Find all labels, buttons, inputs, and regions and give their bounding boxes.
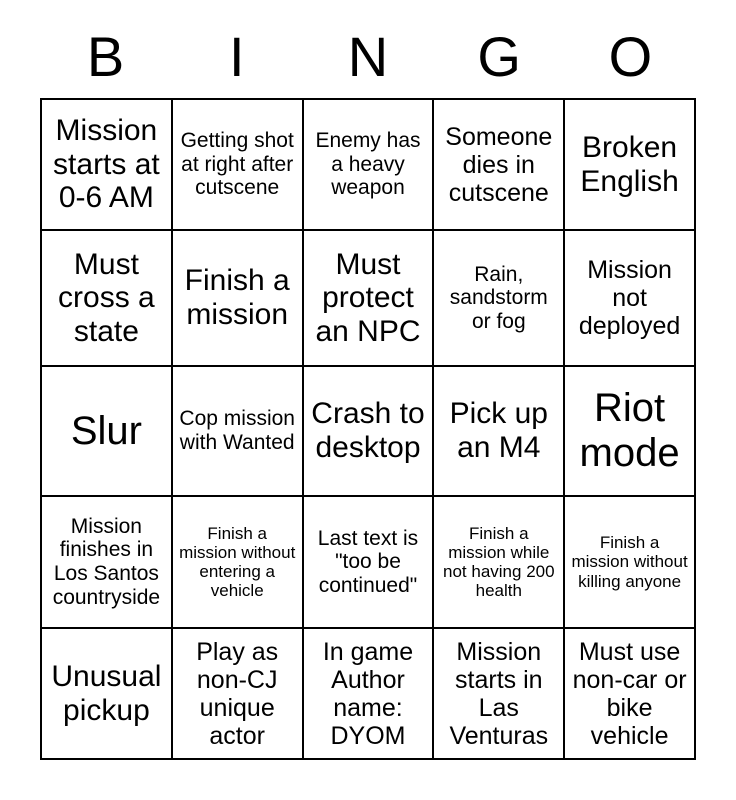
bingo-cell[interactable] <box>173 367 304 497</box>
bingo-cell-text: Someone dies in cutscene <box>445 122 553 207</box>
bingo-cell[interactable] <box>173 629 304 760</box>
bingo-row <box>42 629 696 760</box>
bingo-cell-text: Riot mode <box>579 386 680 475</box>
bingo-header-letter-i: I <box>229 25 245 88</box>
bingo-cell-text: Must use non-car or bike vehicle <box>572 637 687 750</box>
bingo-cell-text: Must cross a state <box>58 247 155 348</box>
bingo-row <box>42 497 696 629</box>
bingo-cell-text: Unusual pickup <box>51 659 162 727</box>
bingo-cell[interactable] <box>42 100 173 231</box>
bingo-cell-text: Mission finishes in Los Santos countryside <box>52 514 161 609</box>
bingo-cell-text: Mission starts in Las Venturas <box>449 637 549 750</box>
bingo-cell-text: Crash to desktop <box>311 397 425 464</box>
bingo-header <box>40 26 696 88</box>
bingo-cell[interactable] <box>304 497 435 629</box>
bingo-header-letter-g: G <box>477 25 521 88</box>
bingo-cell[interactable] <box>173 497 304 629</box>
bingo-grid <box>40 98 696 760</box>
bingo-cell[interactable] <box>434 367 565 497</box>
bingo-cell[interactable] <box>565 100 696 231</box>
bingo-cell-text: Finish a mission <box>184 264 290 331</box>
bingo-row <box>42 367 696 497</box>
bingo-cell-text: Broken English <box>580 130 679 198</box>
bingo-header-letter-b: B <box>86 25 125 88</box>
bingo-cell[interactable] <box>42 231 173 367</box>
bingo-header-letter-o: O <box>608 25 653 88</box>
bingo-cell[interactable] <box>173 100 304 231</box>
bingo-cell-text: Slur <box>70 408 142 453</box>
bingo-cell[interactable] <box>565 497 696 629</box>
bingo-cell-text: Must protect an NPC <box>315 247 421 348</box>
bingo-cell-text: Cop mission with Wanted <box>179 407 295 454</box>
bingo-cell-text: Finish a mission without entering a vehicle <box>179 523 296 601</box>
bingo-cell-text: Getting shot at right after cutscene <box>180 129 294 200</box>
bingo-cell-text: Enemy has a heavy weapon <box>315 129 421 200</box>
bingo-cell[interactable] <box>565 629 696 760</box>
bingo-cell[interactable] <box>304 100 435 231</box>
bingo-cell-text: Pick up an M4 <box>449 397 548 464</box>
bingo-header-letter-n: N <box>347 25 389 88</box>
bingo-cell[interactable] <box>304 367 435 497</box>
bingo-cell[interactable] <box>173 231 304 367</box>
bingo-cell[interactable] <box>434 231 565 367</box>
bingo-row <box>42 100 696 231</box>
bingo-cell[interactable] <box>304 231 435 367</box>
bingo-cell[interactable] <box>42 367 173 497</box>
bingo-cell-text: In game Author name: DYOM <box>322 637 414 750</box>
bingo-cell[interactable] <box>304 629 435 760</box>
bingo-cell[interactable] <box>434 497 565 629</box>
bingo-cell-text: Finish a mission while not having 200 health <box>443 523 555 601</box>
bingo-cell-text: Finish a mission without killing anyone <box>571 533 688 591</box>
bingo-row <box>42 231 696 367</box>
bingo-cell[interactable] <box>42 497 173 629</box>
bingo-cell-text: Mission not deployed <box>578 256 681 340</box>
bingo-cell-text: Rain, sandstorm or fog <box>449 262 548 333</box>
bingo-cell[interactable] <box>434 629 565 760</box>
bingo-cell[interactable] <box>565 231 696 367</box>
bingo-cell[interactable] <box>434 100 565 231</box>
bingo-cell-text: Play as non-CJ unique actor <box>196 637 279 750</box>
bingo-cell[interactable] <box>42 629 173 760</box>
bingo-cell-text: Last text is "too be continued" <box>317 526 419 597</box>
bingo-cell[interactable] <box>565 367 696 497</box>
bingo-cell-text: Mission starts at 0-6 AM <box>53 114 160 215</box>
